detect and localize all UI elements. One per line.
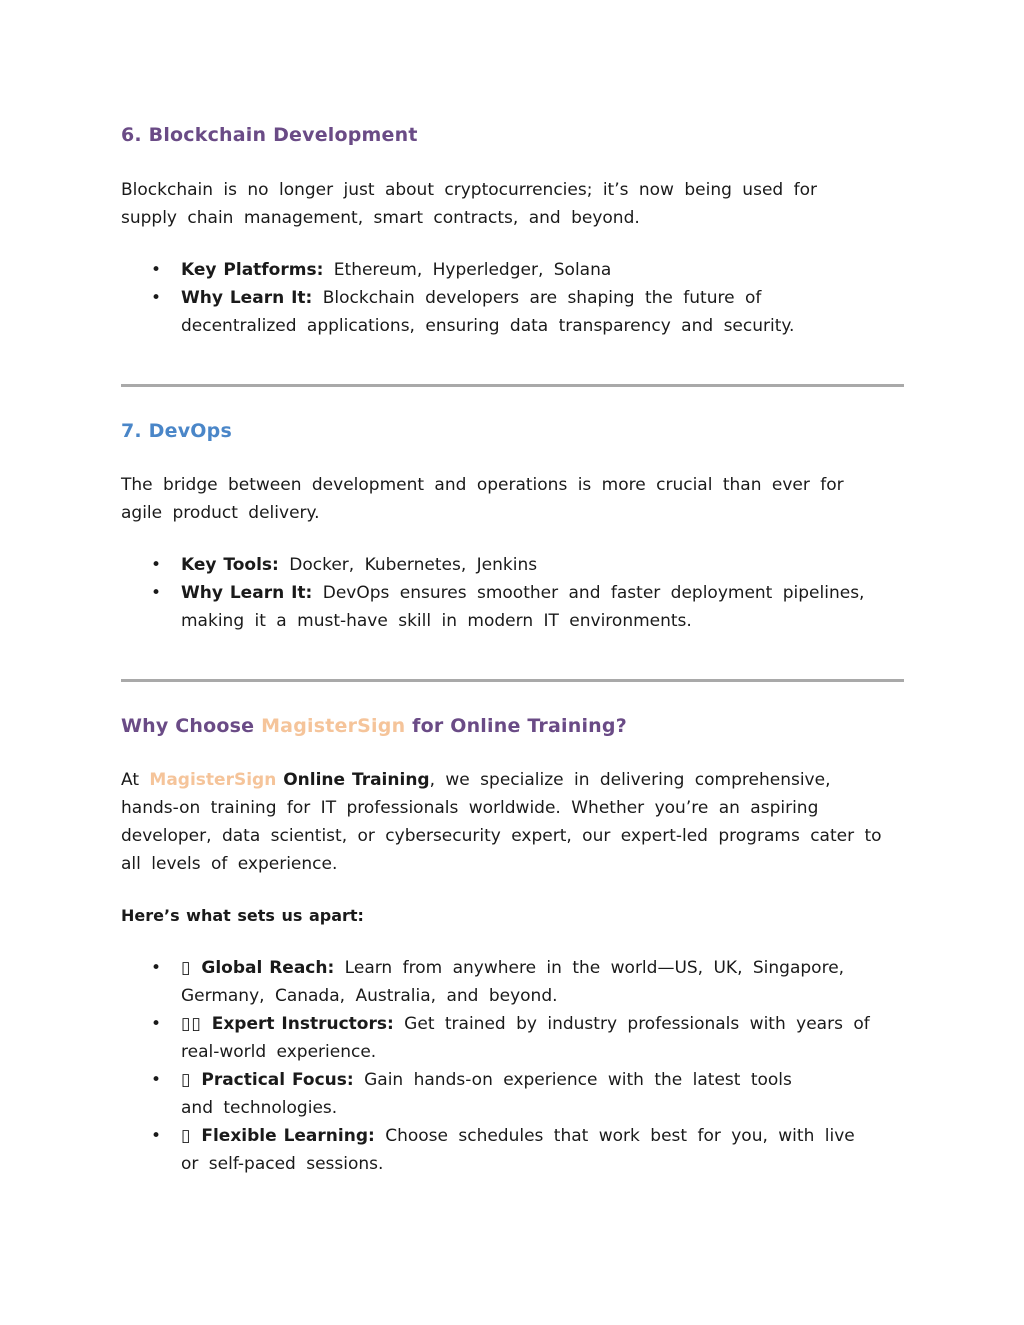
- list-item: [121, 954, 899, 1010]
- placeholder-glyph-icon: ▯: [181, 1126, 192, 1146]
- why-list: [121, 954, 899, 1178]
- intro-brand: MagisterSign: [149, 770, 277, 790]
- item-label: Flexible Learning:: [201, 1126, 375, 1146]
- placeholder-glyph-icon: ▯▯: [181, 1014, 202, 1034]
- item-label: Why Learn It:: [181, 583, 313, 603]
- heading-pre: Why Choose: [121, 715, 262, 737]
- blockchain-intro: Blockchain is no longer just about cryptocurrencies; it’s now being used for supply chain management, smart contracts, and beyond.: [121, 180, 817, 228]
- sets-apart-label: Here’s what sets us apart:: [121, 906, 364, 925]
- item-text: Learn from anywhere in the world—US, UK, Singapore, Germany, Canada, Australia, and beyond.: [181, 958, 845, 1006]
- item-label: Why Learn It:: [181, 288, 313, 308]
- item-label: Global Reach:: [201, 958, 335, 978]
- item-label: Practical Focus:: [201, 1070, 354, 1090]
- divider: [121, 679, 904, 682]
- list-item: [121, 1122, 899, 1178]
- heading-brand: MagisterSign: [261, 715, 406, 737]
- intro-post: , we specialize in delivering comprehensive, hands-on training for IT professionals worldwide. Whether you’re an aspiring developer, data scientist, or cybersecurity expert, our expert-led programs cater to all levels of experience.: [121, 770, 882, 874]
- item-text: Choose schedules that work best for you, with live or self-paced sessions.: [181, 1126, 855, 1174]
- list-item: [121, 256, 866, 284]
- list-item: [121, 551, 905, 579]
- item-text: Blockchain developers are shaping the future of decentralized applications, ensuring data transparency and security.: [181, 288, 795, 336]
- placeholder-glyph-icon: ▯: [181, 1070, 192, 1090]
- why-intro: [121, 766, 891, 878]
- section-heading-why-choose: [121, 715, 627, 737]
- item-label: Expert Instructors:: [211, 1014, 394, 1034]
- intro-bold: Online Training: [276, 770, 430, 790]
- item-label: Key Platforms:: [181, 260, 324, 280]
- list-item: [121, 1066, 899, 1122]
- devops-intro: The bridge between development and operations is more crucial than ever for agile product delivery.: [121, 475, 844, 523]
- heading-post: for Online Training?: [405, 715, 627, 737]
- item-text: Gain hands-on experience with the latest tools and technologies.: [181, 1070, 792, 1118]
- list-item: [121, 1010, 899, 1066]
- item-text: Get trained by industry professionals with years of real-world experience.: [181, 1014, 870, 1062]
- intro-pre: At: [121, 770, 150, 790]
- divider: [121, 384, 904, 387]
- section-heading-blockchain: 6. Blockchain Development: [121, 124, 418, 146]
- item-label: Key Tools:: [181, 555, 279, 575]
- devops-list: [121, 551, 905, 635]
- list-item: [121, 579, 905, 635]
- blockchain-list: [121, 256, 866, 340]
- item-text: DevOps ensures smoother and faster deployment pipelines, making it a must-have skill in modern IT environments.: [181, 583, 865, 631]
- item-text: Docker, Kubernetes, Jenkins: [278, 555, 538, 575]
- list-item: [121, 284, 866, 340]
- placeholder-glyph-icon: ▯: [181, 958, 192, 978]
- section-heading-devops: 7. DevOps: [121, 420, 232, 442]
- item-text: Ethereum, Hyperledger, Solana: [323, 260, 612, 280]
